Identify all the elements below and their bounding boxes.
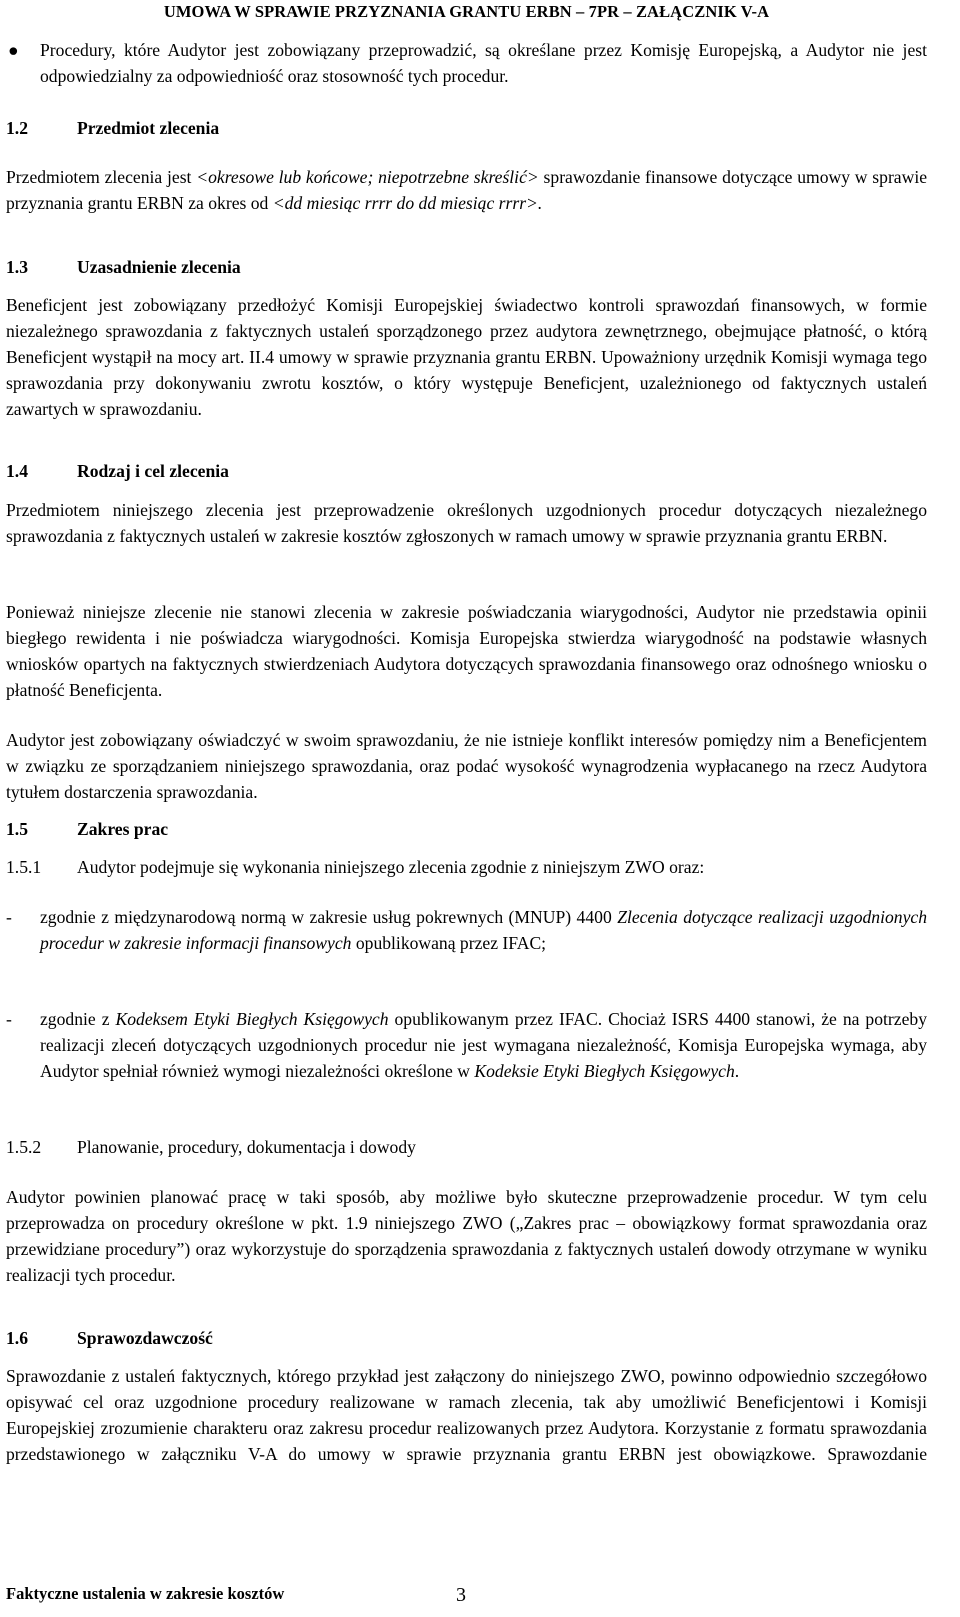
paragraph [6,292,927,422]
dash-marker: - [6,907,12,927]
paragraph [6,727,927,805]
text-run-italic: Kodeksie Etyki Biegłych Księgowych [474,1061,735,1081]
paragraph [6,164,927,216]
section-heading-1-6 [6,1325,927,1351]
text-run: sprawozdanie finansowe dotyczące umowy w sprawie przyznania grantu ERBN za okres od [6,167,928,213]
text-run-italic: Zlecenia dotyczące realizacji uzgodnionych procedur w zakresie informacji finansowych [40,907,927,953]
paragraph-text: Audytor powinien planować pracę w taki sposób, aby możliwe było skuteczne przeprowadzenie procedur. W tym celu przeprowadza on procedury określone w pkt. 1.9 niniejszego ZWO („Zakres prac – obowiązkowy format sprawozdania oraz przewidziane procedury”) oraz wykorzystuje do sporządzenia sprawozdania z faktycznych ustaleń dowody otrzymane w wyniku realizacji tych procedur. [6,1187,927,1285]
section-title: Przedmiot zlecenia [77,118,220,138]
dash-item [6,1006,927,1084]
bullet-text: Procedury, które Audytor jest zobowiązany przeprowadzić, są określane przez Komisję Europejską, a Audytor nie jest odpowiedzialny za odpowiedniość oraz stosowność tych procedur. [40,40,927,86]
bullet-item [6,37,927,89]
dash-item [6,904,927,956]
subsection-text: Audytor podejmuje się wykonania niniejszego zlecenia zgodnie z niniejszym ZWO oraz: [77,857,705,877]
text-run: Przedmiotem zlecenia jest [6,167,197,187]
section-title: Sprawozdawczość [77,1328,213,1348]
section-number: 1.4 [6,461,28,481]
page-number: 3 [456,1584,466,1606]
text-run-italic: <okresowe lub końcowe; niepotrzebne skreślić> [196,167,539,187]
section-number: 1.3 [6,257,28,277]
subsection-1-5-1 [6,854,927,880]
paragraph-text: Audytor jest zobowiązany oświadczyć w swoim sprawozdaniu, że nie istnieje konflikt interesów pomiędzy nim a Beneficjentem w związku ze sporządzaniem niniejszego sprawozdania, oraz podać wysokość wynagrodzenia wypłacanego na rzecz Audytora tytułem dostarczenia sprawozdania. [6,730,927,802]
section-title: Rodzaj i cel zlecenia [77,461,229,481]
page-header: UMOWA W SPRAWIE PRZYZNANIA GRANTU ERBN – 7PR – ZAŁĄCZNIK V-A [163,2,770,21]
text-run: zgodnie z międzynarodową normą w zakresie usług pokrewnych (MNUP) 4400 [40,907,618,927]
section-title: Uzasadnienie zlecenia [77,257,241,277]
paragraph-text: Sprawozdanie z ustaleń faktycznych, którego przykład jest załączony do niniejszego ZWO, powinno odpowiednio szczegółowo opisywać cel oraz uzgodnione procedury realizowane w ramach zlecenia, tak aby umożliwić Beneficjentowi i Komisji Europejskiej zrozumienie charakteru oraz zakresu procedur realizowanych przez Audytora. Korzystanie z formatu sprawozdania przedstawionego w załączniku V-A do umowy w sprawie przyznania grantu ERBN jest obowiązkowe. Sprawozdanie [6,1366,927,1464]
text-run: zgodnie z [40,1009,116,1029]
section-heading-1-5 [6,816,927,842]
section-heading-1-3 [6,254,927,280]
paragraph [6,1363,927,1467]
section-number: 1.6 [6,1328,28,1348]
subsection-1-5-2 [6,1134,927,1160]
bullet-dot-icon: ● [8,40,19,60]
subsection-number: 1.5.2 [6,1137,42,1157]
page-footer: Faktyczne ustalenia w zakresie kosztów [6,1584,285,1603]
paragraph [6,1184,927,1288]
section-title: Zakres prac [77,819,169,839]
section-number: 1.2 [6,118,28,138]
paragraph-text: Beneficjent jest zobowiązany przedłożyć Komisji Europejskiej świadectwo kontroli sprawozdań finansowych, w formie niezależnego sprawozdania z faktycznych ustaleń sporządzonego przez audytora zewnętrznego, obejmujące płatność, o którą Beneficjent wystąpił na mocy art. II.4 umowy w sprawie przyznania grantu ERBN. Upoważniony urzędnik Komisji wymaga tego sprawozdania przy dokonywaniu zwrotu kosztów, o który występuje Beneficjent, uzależnionego od faktycznych ustaleń zawartych w sprawozdaniu. [6,295,927,419]
paragraph-text: Ponieważ niniejsze zlecenie nie stanowi zlecenia w zakresie poświadczania wiarygodności, Audytor nie przedstawia opinii biegłego rewidenta i nie poświadcza wiarygodności. Komisja Europejska stwierdza wiarygodność na podstawie własnych wniosków opartych na faktycznych stwierdzeniach Audytora dotyczących sprawozdania finansowego oraz odnośnego wniosku o płatność Beneficjenta. [6,602,927,700]
section-heading-1-4 [6,458,927,484]
paragraph [6,599,927,703]
subsection-number: 1.5.1 [6,857,42,877]
text-run: . [734,1061,740,1081]
section-number: 1.5 [6,819,28,839]
paragraph [6,497,927,549]
text-run: opublikowanym przez IFAC. Chociaż ISRS 4400 stanowi, że na potrzeby realizacji zleceń dotyczących uzgodnionych procedur nie jest wymagana niezależność, Komisja Europejska wymaga, aby Audytor spełniał również wymogi niezależności określone w [40,1009,927,1081]
text-run-italic: Kodeksem Etyki Biegłych Księgowych [115,1009,389,1029]
section-heading-1-2 [6,115,927,141]
text-run-italic: <dd miesiąc rrrr do dd miesiąc rrrr>. [272,193,543,213]
subsection-text: Planowanie, procedury, dokumentacja i dowody [77,1137,416,1157]
paragraph-text: Przedmiotem niniejszego zlecenia jest przeprowadzenie określonych uzgodnionych procedur dotyczących niezależnego sprawozdania z faktycznych ustaleń w zakresie kosztów zgłoszonych w ramach umowy w sprawie przyznania grantu ERBN. [6,500,927,546]
text-run: opublikowaną przez IFAC; [351,933,547,953]
dash-marker: - [6,1009,12,1029]
